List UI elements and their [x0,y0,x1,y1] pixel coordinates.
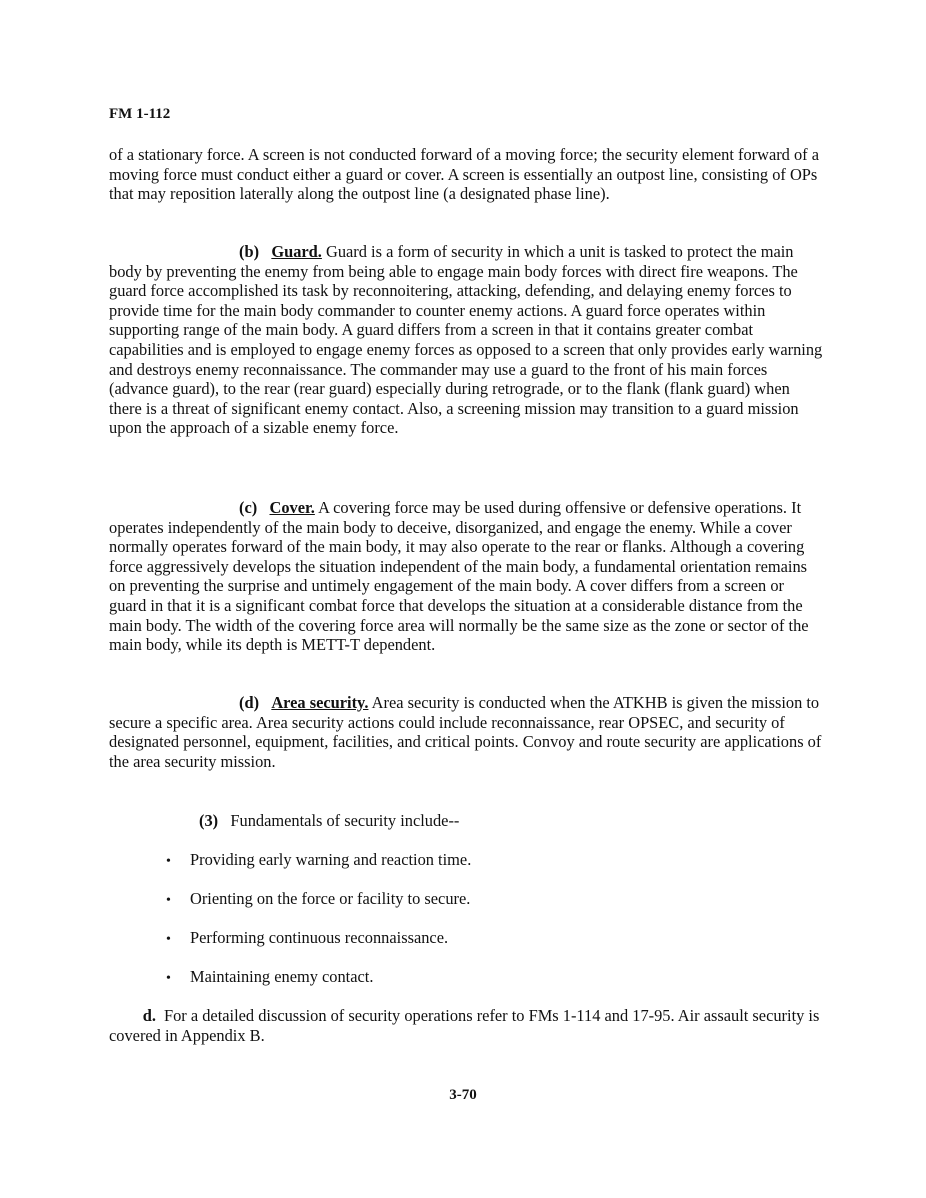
paragraph-d-text: For a detailed discussion of security operations refer to FMs 1-114 and 17-95. Air assault security is covered in Appendix B. [109,1006,820,1045]
list-item [166,928,448,950]
list-item-text: Orienting on the force or facility to secure. [190,889,471,908]
fundamentals-label: (3) [199,811,219,830]
bullet-icon: • [166,971,171,986]
page-number: 3-70 [449,1087,477,1103]
paragraph-d [109,1006,824,1045]
area-security-label: (d) [239,693,260,712]
cover-paragraph [109,498,824,655]
area-security-paragraph [109,693,824,771]
fundamentals-text: Fundamentals of security include-- [230,811,460,830]
bullet-icon: • [166,854,171,869]
paragraph-d-label: d. [142,1006,156,1025]
area-security-title: Area security. [271,693,369,712]
area-security-text: Area security is conducted when the ATKHB is given the mission to secure a specific area. Area security actions could include reconnaissance, rear OPSEC, and security of designated personnel, equipment, facilities, and critical points. Convoy and route security are applications of the area security mission. [109,693,822,771]
list-item [166,889,470,911]
list-item [166,967,373,989]
screen-continuation-paragraph: of a stationary force. A screen is not conducted forward of a moving force; the security element forward of a moving force must conduct either a guard or cover. A screen is essentially an outpost line, consisting of OPs that may reposition laterally along the outpost line (a designated phase line). [109,145,819,204]
guard-label: (b) [239,242,260,261]
guard-title: Guard. [271,242,322,261]
fundamentals-heading [199,811,459,831]
list-item-text: Performing continuous reconnaissance. [190,928,449,947]
list-item-text: Maintaining enemy contact. [190,967,374,986]
bullet-icon: • [166,893,171,908]
cover-label: (c) [239,498,258,517]
guard-paragraph [109,242,824,438]
list-item-text: Providing early warning and reaction time. [190,850,472,869]
list-item [166,850,471,872]
cover-title: Cover. [269,498,315,517]
cover-text: A covering force may be used during offensive or defensive operations. It operates independently of the main body to deceive, disorganized, and engage the enemy. While a cover normally operates forward of the main body, it may also operate to the rear or flanks. Although a covering force aggressively develops the situation independent of the main body, a fundamental orientation remains on preventing the surprise and untimely engagement of the main body. A cover differs from a screen or guard in that it is a significant combat force that develops the situation at a considerable distance from the main body. The width of the covering force area will normally be the same size as the zone or sector of the main body, while its depth is METT-T dependent. [109,498,809,655]
bullet-icon: • [166,932,171,947]
document-header: FM 1-112 [109,106,171,122]
guard-text: Guard is a form of security in which a unit is tasked to protect the main body by preventing the enemy from being able to engage main body forces with direct fire weapons. The guard force accomplished its task by reconnoitering, attacking, defending, and delaying enemy forces to provide time for the main body commander to counter enemy actions. A guard force operates within supporting range of the main body. A guard differs from a screen in that it contains greater combat capabilities and is employed to engage enemy forces as opposed to a screen that only provides early warning and destroys enemy reconnaissance. The commander may use a guard to the front of his main forces (advance guard), to the rear (rear guard) especially during retrograde, or to the flank (flank guard) when there is a threat of significant enemy contact. Also, a screening mission may transition to a guard mission upon the approach of a sizable enemy force. [109,242,823,438]
